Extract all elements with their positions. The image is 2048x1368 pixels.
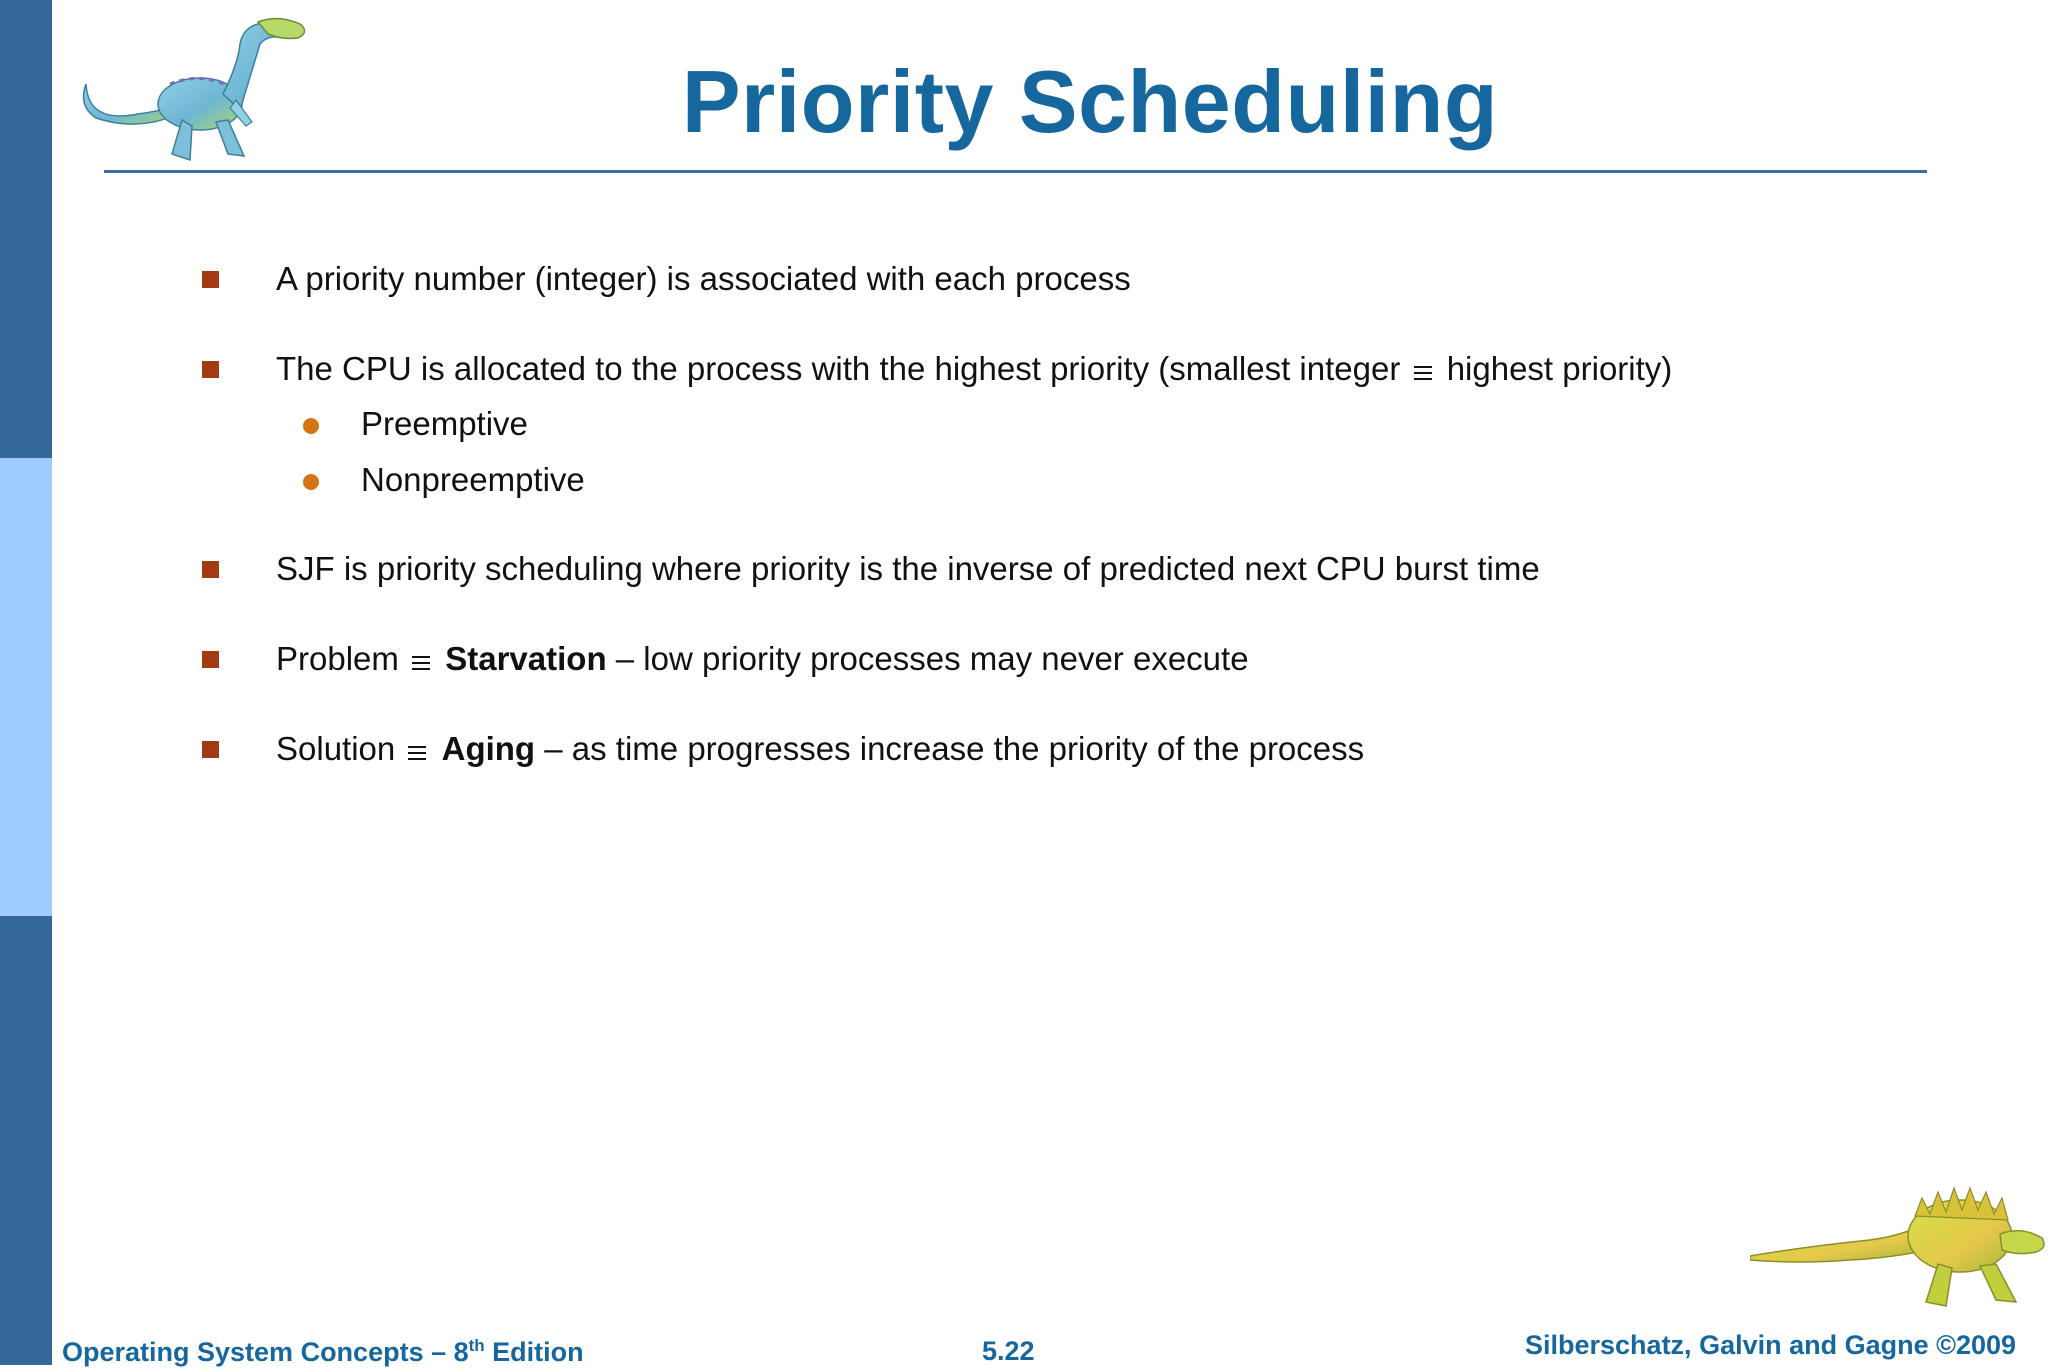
bullet-text	[276, 349, 1672, 389]
square-bullet-icon	[202, 741, 219, 758]
square-bullet-icon	[202, 561, 219, 578]
footer-title-text: Operating System Concepts – 8	[62, 1337, 469, 1367]
bullet-text	[276, 729, 1364, 769]
bullet-prefix: Problem	[276, 640, 399, 677]
bullet-text: A priority number (integer) is associated with each process	[276, 260, 1131, 297]
footer-book-title	[62, 1336, 584, 1368]
square-bullet-icon	[202, 361, 219, 378]
footer-title-tail: Edition	[484, 1337, 584, 1367]
square-bullet-icon	[202, 271, 219, 288]
bullet-bold-term: Aging	[441, 730, 536, 767]
round-bullet-icon	[303, 474, 319, 490]
square-bullet-icon	[202, 651, 219, 668]
equivalence-icon	[412, 656, 432, 670]
bullet-text	[276, 639, 1249, 679]
footer-page-number: 5.22	[982, 1336, 1035, 1366]
bullet-suffix: – as time progresses increase the priority of the process	[544, 730, 1365, 767]
sub-bullet-text: Preemptive	[361, 405, 528, 442]
bullet-suffix: – low priority processes may never execute	[615, 640, 1249, 677]
bullet-text-end: highest priority)	[1446, 350, 1673, 387]
bullet-text: SJF is priority scheduling where priority is the inverse of predicted next CPU burst time	[276, 550, 1540, 587]
equivalence-icon	[1414, 366, 1434, 380]
footer-title-superscript: th	[468, 1336, 485, 1355]
round-bullet-icon	[303, 418, 319, 434]
footer-copyright: Silberschatz, Galvin and Gagne ©2009	[1525, 1330, 2017, 1360]
slide-title: Priority Scheduling	[681, 52, 1499, 151]
sub-bullet-text: Nonpreemptive	[361, 461, 585, 498]
bullet-bold-term: Starvation	[445, 640, 607, 677]
bullet-text-start: The CPU is allocated to the process with the highest priority (smallest integer	[276, 350, 1401, 387]
equivalence-icon	[408, 746, 428, 760]
bullet-prefix: Solution	[276, 730, 396, 767]
